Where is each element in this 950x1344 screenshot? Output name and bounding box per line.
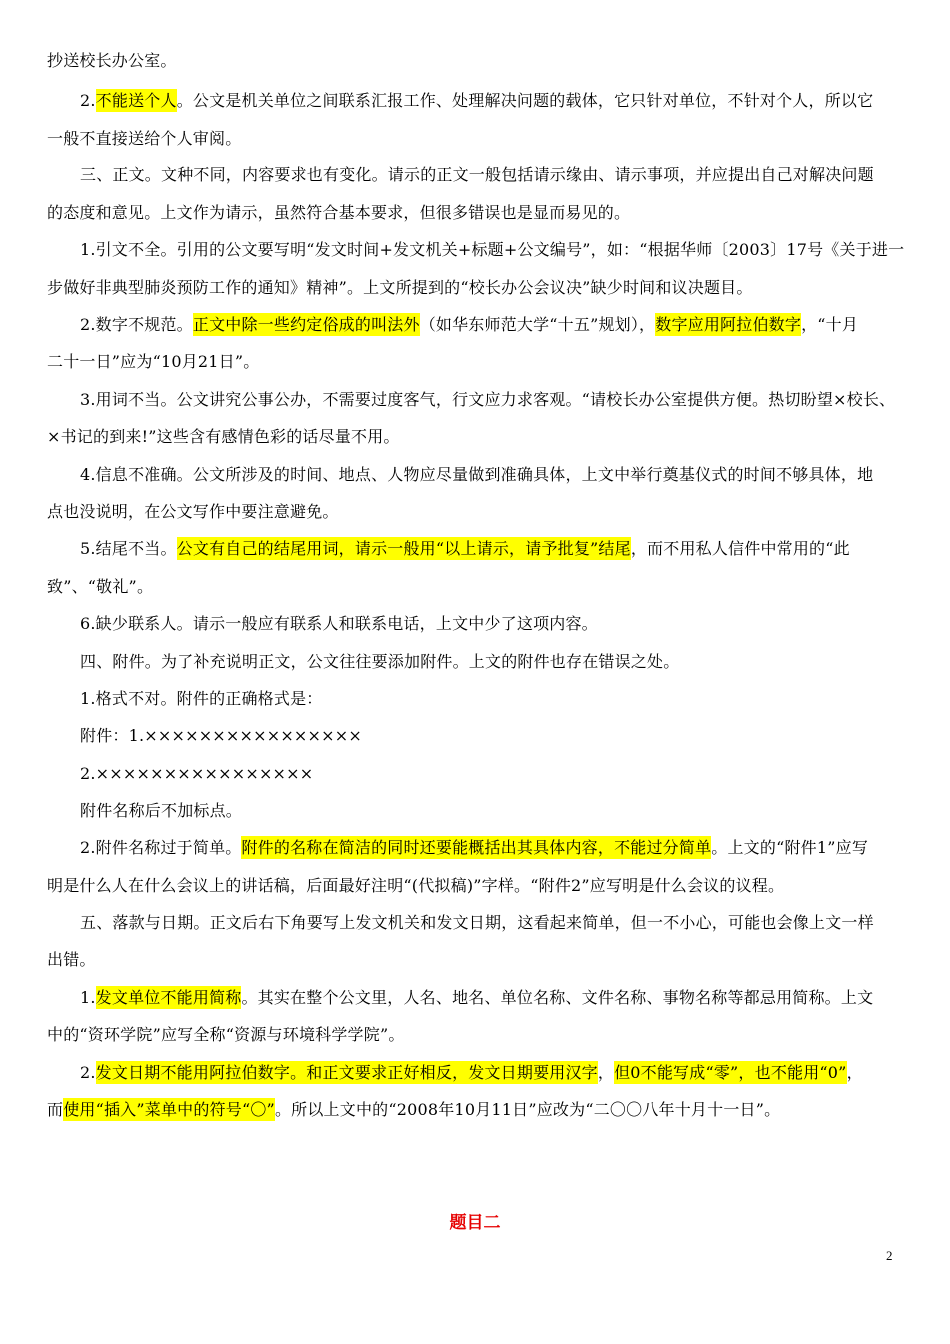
text-segment: 4.信息不准确。公文所涉及的时间、地点、人物应尽量做到准确具体，上文中举行奠基仪式的时间不够具体，地 xyxy=(80,465,874,484)
highlighted-text: 使用“插入”菜单中的符号“〇” xyxy=(63,1100,275,1119)
text-segment: 2.附件名称过于简单。 xyxy=(80,838,242,857)
text-segment: 2. xyxy=(80,1063,96,1082)
text-line xyxy=(80,537,907,561)
text-segment: 的态度和意见。上文作为请示，虽然符合基本要求，但很多错误也是显而易见的。 xyxy=(47,203,631,222)
text-line xyxy=(47,1023,907,1047)
text-line xyxy=(47,874,907,898)
text-line xyxy=(80,911,907,935)
text-line xyxy=(80,388,907,412)
text-segment: 点也没说明，在公文写作中要注意避免。 xyxy=(47,502,339,521)
text-line xyxy=(80,687,907,711)
text-line xyxy=(80,724,907,748)
text-segment: 2.数字不规范。 xyxy=(80,315,193,334)
text-segment: 步做好非典型肺炎预防工作的通知》精神”。上文所提到的“校长办公会议决”缺少时间和议决题目。 xyxy=(47,278,753,297)
highlighted-text: 数字应用阿拉伯数字 xyxy=(655,315,802,334)
text-line xyxy=(80,762,907,786)
text-segment: 1. xyxy=(80,988,96,1007)
text-line xyxy=(47,425,907,449)
text-line xyxy=(47,127,907,151)
text-segment: 5.结尾不当。 xyxy=(80,539,177,558)
text-segment: 6.缺少联系人。请示一般应有联系人和联系电话，上文中少了这项内容。 xyxy=(80,614,598,633)
text-line xyxy=(80,163,907,187)
text-segment: ×书记的到来!”这些含有感情色彩的话尽量不用。 xyxy=(47,427,400,446)
text-line xyxy=(80,612,907,636)
text-segment: 五、落款与日期。正文后右下角要写上发文机关和发文日期，这看起来简单，但一不小心，可能也会像上文一样 xyxy=(80,913,874,932)
section-title: 题目二 xyxy=(449,1213,501,1233)
text-line xyxy=(80,799,907,823)
text-segment: 四、附件。为了补充说明正文，公文往往要添加附件。上文的附件也存在错误之处。 xyxy=(80,652,680,671)
text-segment: 2. xyxy=(80,91,96,110)
highlighted-text: 附件的名称在简洁的同时还要能概括出其具体内容，不能过分简单 xyxy=(241,838,712,857)
text-line xyxy=(80,1061,907,1085)
text-segment: 1.引文不全。引用的公文要写明“发文时间+发文机关+标题+公文编号”，如：“根据华师〔2003〕17号《关于进一 xyxy=(80,240,905,259)
page-number: 2 xyxy=(886,1248,893,1263)
text-segment: 一般不直接送给个人审阅。 xyxy=(47,129,242,148)
text-segment: 抄送校长办公室。 xyxy=(47,51,177,70)
text-line xyxy=(80,836,907,860)
text-segment: （如华东师范大学“十五”规划）， xyxy=(419,315,656,334)
text-segment: ， xyxy=(597,1063,615,1082)
text-line xyxy=(47,276,907,300)
highlighted-text: 正文中除一些约定俗成的叫法外 xyxy=(192,315,420,334)
text-segment: 明是什么人在什么会议上的讲话稿，后面最好注明“(代拟稿)”字样。“附件2”应写明是什么会议的议程。 xyxy=(47,876,785,895)
text-line xyxy=(80,313,907,337)
text-segment: 致”、“敬礼”。 xyxy=(47,577,154,596)
highlighted-text: 公文有自己的结尾用词，请示一般用“以上请示，请予批复”结尾 xyxy=(176,539,631,558)
highlighted-text: 但0不能写成“零”，也不能用“0” xyxy=(614,1063,847,1082)
text-segment: 。所以上文中的“2008年10月11日”应改为“二〇〇八年十月十一日”。 xyxy=(274,1100,781,1119)
highlighted-text: 发文日期不能用阿拉伯数字。和正文要求正好相反，发文日期要用汉字 xyxy=(95,1063,598,1082)
text-segment: 。其实在整个公文里，人名、地名、单位名称、文件名称、事物名称等都忌用简称。上文 xyxy=(241,988,874,1007)
text-line xyxy=(47,1098,907,1122)
highlighted-text: 不能送个人 xyxy=(95,91,177,110)
text-segment: 附件：1.×××××××××××××××× xyxy=(80,726,362,745)
text-segment: 。公文是机关单位之间联系汇报工作、处理解决问题的载体，它只针对单位，不针对个人，所以它 xyxy=(176,91,874,110)
text-segment: 而 xyxy=(47,1100,64,1119)
text-line xyxy=(47,500,907,524)
text-segment: 3.用词不当。公文讲究公事公办，不需要过度客气，行文应力求客观。“请校长办公室提供方便。热切盼望×校长、 xyxy=(80,390,896,409)
text-line xyxy=(80,463,907,487)
text-segment: 附件名称后不加标点。 xyxy=(80,801,243,820)
text-line xyxy=(47,575,907,599)
text-line xyxy=(47,201,907,225)
text-segment: 三、正文。文种不同，内容要求也有变化。请示的正文一般包括请示缘由、请示事项，并应提出自己对解决问题 xyxy=(80,165,874,184)
text-segment: ，而不用私人信件中常用的“此 xyxy=(630,539,850,558)
highlighted-text: 发文单位不能用简称 xyxy=(95,988,242,1007)
text-segment: ， xyxy=(846,1063,863,1082)
text-line xyxy=(47,49,907,73)
text-segment: 2.×××××××××××××××× xyxy=(80,764,314,783)
text-segment: 中的“资环学院”应写全称“资源与环境科学学院”。 xyxy=(47,1025,405,1044)
text-line xyxy=(47,948,907,972)
text-segment: 出错。 xyxy=(47,950,96,969)
text-segment: 二十一日”应为“10月21日”。 xyxy=(47,352,260,371)
text-line xyxy=(80,89,907,113)
text-line xyxy=(47,350,907,374)
text-segment: 。上文的“附件1”应写 xyxy=(711,838,869,857)
text-line xyxy=(80,238,907,262)
text-line xyxy=(80,650,907,674)
text-segment: 1.格式不对。附件的正确格式是： xyxy=(80,689,323,708)
text-line xyxy=(80,986,907,1010)
text-segment: ，“十月 xyxy=(801,315,859,334)
